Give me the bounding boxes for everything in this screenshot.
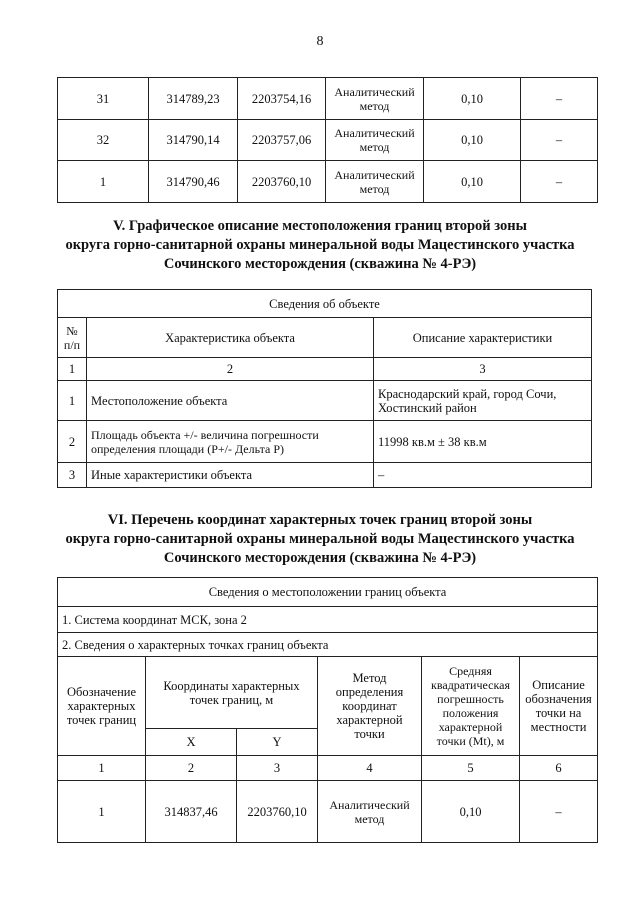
section6-title-line: VI. Перечень координат характерных точек границ второй зоны bbox=[107, 512, 533, 528]
description: – bbox=[374, 463, 592, 488]
characteristic: Площадь объекта +/- величина погрешности определения площади (Р+/- Дельта Р) bbox=[87, 421, 374, 463]
boundary-points-table bbox=[57, 577, 598, 843]
col-accuracy: Средняя квадратическая погрешность положения характерной точки (Mt), м bbox=[422, 657, 520, 756]
method: Аналитический метод bbox=[326, 161, 424, 203]
index-cell: 3 bbox=[374, 358, 592, 381]
description: Краснодарский край, город Сочи, Хостинский район bbox=[374, 381, 592, 421]
index-cell: 4 bbox=[318, 756, 422, 781]
row-number: 1 bbox=[58, 381, 87, 421]
table-row bbox=[58, 161, 598, 203]
description: 11998 кв.м ± 38 кв.м bbox=[374, 421, 592, 463]
col-characteristic: Характеристика объекта bbox=[87, 318, 374, 358]
table-row bbox=[58, 381, 592, 421]
description: – bbox=[521, 120, 598, 161]
point-number: 1 bbox=[58, 781, 146, 843]
section6-title bbox=[30, 511, 610, 568]
accuracy: 0,10 bbox=[424, 78, 521, 120]
characteristic: Иные характеристики объекта bbox=[87, 463, 374, 488]
index-cell: 2 bbox=[146, 756, 237, 781]
coord-y: 2203757,06 bbox=[238, 120, 326, 161]
index-cell: 3 bbox=[237, 756, 318, 781]
table-row bbox=[58, 78, 598, 120]
accuracy: 0,10 bbox=[424, 120, 521, 161]
table-header: Сведения о местоположении границ объекта bbox=[58, 578, 598, 607]
col-designation: Обозначение характерных точек границ bbox=[58, 657, 146, 756]
accuracy: 0,10 bbox=[422, 781, 520, 843]
point-number: 31 bbox=[58, 78, 149, 120]
coord-y: 2203760,10 bbox=[238, 161, 326, 203]
point-number: 32 bbox=[58, 120, 149, 161]
description: – bbox=[521, 78, 598, 120]
index-cell: 2 bbox=[87, 358, 374, 381]
table-row bbox=[58, 463, 592, 488]
method: Аналитический метод bbox=[326, 78, 424, 120]
col-description: Описание обозначения точки на местности bbox=[520, 657, 598, 756]
table-row bbox=[58, 781, 598, 843]
description: – bbox=[521, 161, 598, 203]
description: – bbox=[520, 781, 598, 843]
section5-title-line: V. Графическое описание местоположения границ второй зоны bbox=[113, 218, 527, 234]
coord-y: 2203754,16 bbox=[238, 78, 326, 120]
col-method: Метод определения координат характерной точки bbox=[318, 657, 422, 756]
index-cell: 6 bbox=[520, 756, 598, 781]
point-number: 1 bbox=[58, 161, 149, 203]
points-info-label: 2. Сведения о характерных точках границ объекта bbox=[58, 633, 598, 657]
section5-title-line: округа горно-санитарной охраны минеральной воды Мацестинского участка bbox=[65, 237, 575, 253]
method: Аналитический метод bbox=[318, 781, 422, 843]
accuracy: 0,10 bbox=[424, 161, 521, 203]
row-number: 2 bbox=[58, 421, 87, 463]
method: Аналитический метод bbox=[326, 120, 424, 161]
coord-x: 314790,14 bbox=[149, 120, 238, 161]
section5-title bbox=[30, 217, 610, 274]
row-number: 3 bbox=[58, 463, 87, 488]
col-coordinates: Координаты характерных точек границ, м bbox=[146, 657, 318, 729]
coord-x: 314790,46 bbox=[149, 161, 238, 203]
col-description: Описание характеристики bbox=[374, 318, 592, 358]
col-number: № п/п bbox=[58, 318, 87, 358]
table-header: Сведения об объекте bbox=[58, 290, 592, 318]
coord-x: 314789,23 bbox=[149, 78, 238, 120]
top-coordinates-table bbox=[57, 77, 598, 203]
section6-title-line: Сочинского месторождения (скважина № 4-РЭ) bbox=[163, 550, 477, 566]
table-row bbox=[58, 120, 598, 161]
object-info-table bbox=[57, 289, 592, 488]
col-y: Y bbox=[237, 729, 318, 756]
col-x: X bbox=[146, 729, 237, 756]
coordinate-system: 1. Система координат МСК, зона 2 bbox=[58, 607, 598, 633]
coord-x: 314837,46 bbox=[146, 781, 237, 843]
index-cell: 5 bbox=[422, 756, 520, 781]
index-cell: 1 bbox=[58, 756, 146, 781]
section5-title-line: Сочинского месторождения (скважина № 4-РЭ) bbox=[163, 256, 477, 272]
coord-y: 2203760,10 bbox=[237, 781, 318, 843]
page-number: 8 bbox=[316, 34, 324, 49]
characteristic: Местоположение объекта bbox=[87, 381, 374, 421]
table-row bbox=[58, 421, 592, 463]
section6-title-line: округа горно-санитарной охраны минеральной воды Мацестинского участка bbox=[65, 531, 575, 547]
index-cell: 1 bbox=[58, 358, 87, 381]
